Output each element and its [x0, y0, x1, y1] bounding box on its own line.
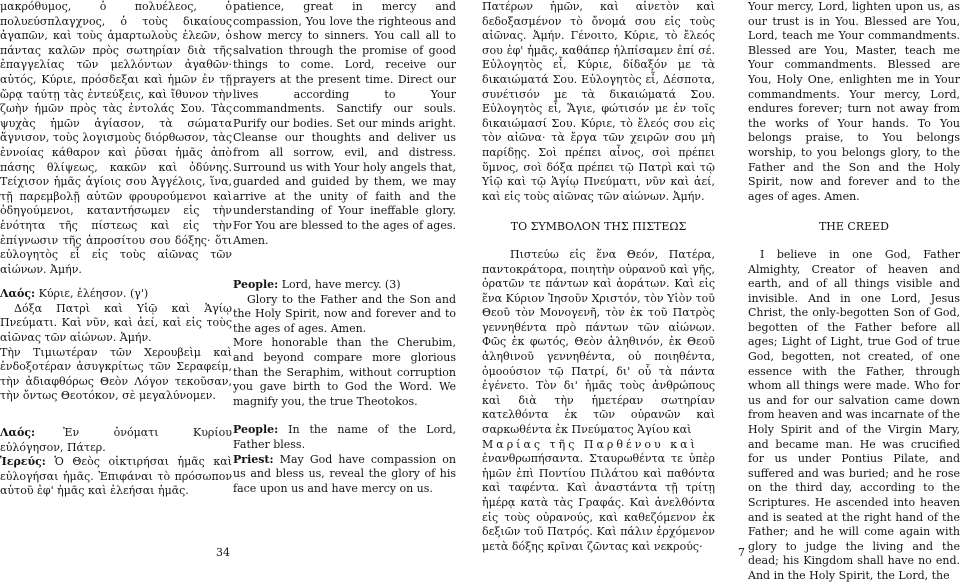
greek-column-left [0, 0, 232, 499]
greek-prayer-paragraph: μακρόθυμος, ὁ πολυέλεος, ὁ πολυεύσπλαγχνος, ὁ τοὺς δικαίους ἀγαπῶν, καὶ τοὺς ἁμαρτωλοὺς ἐλεῶν, ὁ πάντας καλῶν πρὸς σωτηρίαν διὰ τῆς ἐπαγγελίας τῶν μελλόντων ἀγαθῶν· αὐτός, Κύριε, πρόσδεξαι καὶ ἡμῶν ἐν τῇ ὥρᾳ ταύτῃ τὰς ἐντεύξεις, καὶ ἴθυνον τὴν ζωὴν ἡμῶν πρὸς τὰς ἐντολάς Σου. Τὰς ψυχὰς ἡμῶν ἁγίασον, τὰ σώματα ἅγνισον, τοὺς λογισμοὺς διόρθωσον, τὰς ἐννοίας κάθαρον καὶ ῥῦσαι ἡμᾶς ἀπὸ πάσης θλίψεως, κακῶν καὶ ὀδύνης. Τείχισον ἡμᾶς ἁγίοις σου Ἀγγέλοις, ἵνα, τῇ παρεμβολῇ αὐτῶν φρουρούμενοι καὶ ὁδηγούμενοι, καταντήσωμεν εἰς τὴν ἑνότητα τῆς πίστεως καὶ εἰς τὴν ἐπίγνωσιν τῆς ἀπροσίτου σου δόξης· ὅτι εὐλογητὸς εἶ εἰς τοὺς αἰῶνας τῶν αἰώνων. Ἀμήν. [0, 0, 232, 276]
priest-response-greek: Ἱερεύς: Ὁ Θεὸς οἰκτιρήσαι ἡμᾶς καὶ εὐλογήσαι ἡμᾶς. Ἐπιφάναι τὸ πρόσωπον αὐτοῦ ἐφ' ἡμᾶς καὶ ἐλεήσαι ἡμᾶς. [0, 455, 232, 498]
creed-english: I believe in one God, Father Almighty, Creator of heaven and earth, and of all things visible and invisible. And in one Lord, Jesus Christ, the only-begotten Son of God, begotten of the Father before all ages; Light of Light, true God of true God, begotten, not created, of one essence with the Father, through whom all things were made. Who for us and for our salvation came down from heaven and was incarnate of the Holy Spirit and of the Virgin Mary, and became man. He was crucified for us under Pontius Pilate, and suffered and was buried; and he rose on the third day, according to the Scriptures. He ascended into heaven and is seated at the right hand of the Father; and he will come again with glory to judge the living and the dead; his Kingdom shall have no end. And in the Holy Spirit, the Lord, the [748, 247, 960, 582]
people-response-english: People: Lord, have mercy. (3) [233, 278, 401, 292]
greek-column-right [482, 0, 715, 554]
priest-response-english: Priest: May God have compassion on us and bless us, reveal the glory of his face upon us and have mercy on us. [233, 452, 456, 495]
theotokion-greek: Τὴν Τιμιωτέραν τῶν Χερουβεὶμ καὶ ἐνδοξοτέραν ἀσυγκρίτως τῶν Σεραφείμ, τὴν ἀδιαφθόρως Θεὸν Λόγον τεκοῦσαν, τὴν ὄντως Θεοτόκον, σὲ μεγαλύνομεν. [0, 345, 232, 403]
creed-greek-part1: Πιστεύω εἰς ἕνα Θεόν, Πατέρα, παντοκράτορα, ποιητὴν οὐρανοῦ καὶ γῆς, ὁρατῶν τε πάντων καὶ ἀοράτων. Καὶ εἰς ἕνα Κύριον Ἰησοῦν Χριστόν, τὸν Υἱὸν τοῦ Θεοῦ τὸν Μονογενῆ, τὸν ἐκ τοῦ Πατρὸς γεννηθέντα πρὸ πάντων τῶν αἰώνων. Φῶς ἐκ φωτός, Θεὸν ἀληθινόν, ἐκ Θεοῦ ἀληθινοῦ γεννηθέντα, οὐ ποιηθέντα, ὁμοούσιον τῷ Πατρί, δι' οὗ τὰ πάντα ἐγένετο. Τὸν δι' ἡμᾶς τοὺς ἀνθρώπους καὶ διὰ τὴν ἡμετέραν σωτηρίαν κατελθόντα ἐκ τῶν οὐρανῶν καὶ σαρκωθέντα ἐκ Πνεύματος Ἁγίου καὶ [482, 247, 715, 437]
creed-heading-english: THE CREED [818, 220, 890, 234]
doxology-greek: Δόξα Πατρὶ καὶ Υἱῷ καὶ Ἁγίῳ Πνεύματι. Καὶ νῦν, καὶ ἀεί, καὶ εἰς τοὺς αἰῶνας τῶν αἰώνων. Ἀμήν. [0, 301, 232, 345]
people-response-greek-2: Λαός: Ἐν ὀνόματι Κυρίου εὐλόγησον, Πάτερ. [0, 426, 232, 454]
page-number-right: 7 [738, 546, 745, 559]
page-number-left: 34 [216, 546, 230, 559]
people-response-greek: Λαός: Κύριε, ἐλέησον. (γ') [0, 287, 149, 301]
english-prayer-paragraph: patience, great in mercy and compassion, You love the righteous and show mercy to sinners. You call all to salvation through the promise of good things to come. Lord, receive our prayers at the present time. Direct our lives according to Your commandments. Sanctify our souls. Purify our bodies. Set our minds aright. Cleanse our thoughts and deliver us from all sorrow, evil, and distress. Surround us with Your holy angels that, guarded and guided by them, we may arrive at the unity of faith and the understanding of Your ineffable glory. For You are blessed to the ages of ages. Amen. [233, 0, 456, 247]
greek-doxology-paragraph: Πατέρων ἡμῶν, καὶ αἰνετὸν καὶ δεδοξασμένον τὸ ὄνομά σου εἰς τοὺς αἰῶνας. Ἀμήν. Γένοιτο, Κύριε, τὸ ἔλεός σου ἐφ' ἡμᾶς, καθάπερ ἠλπίσαμεν ἐπί σέ. Εὐλογητὸς εἶ, Κύριε, δίδαξόν με τὰ δικαιώματά Σου. Εὐλογητὸς εἶ, Δέσποτα, συνέτισόν με τὰ δικαιώματά Σου. Εὐλογητὸς εἶ, Ἅγιε, φώτισόν με ἐν τοῖς δικαιώμασί Σου. Κύριε, τὸ ἔλεός σου εἰς τὸν αἰῶνα· τὰ ἔργα τῶν χειρῶν σου μὴ παρίδῃς. Σοὶ πρέπει αἶνος, σοὶ πρέπει ὕμνος, σοὶ δόξα πρέπει τῷ Πατρὶ καὶ τῷ Υἱῷ καὶ τῷ Ἁγίῳ Πνεύματι, νῦν καὶ ἀεί, καὶ εἰς τοὺς αἰῶνας τῶν αἰώνων. Ἀμήν. [482, 0, 715, 203]
creed-heading-greek: ΤΟ ΣΥΜΒΟΛΟΝ ΤΗΣ ΠΙΣΤΕΩΣ [510, 220, 687, 234]
rubric-label: Λαός: [0, 287, 36, 301]
doxology-english: Glory to the Father and the Son and the Holy Spirit, now and forever and to the ages of ages. Amen. [233, 292, 456, 335]
english-doxology-paragraph: Your mercy, Lord, lighten upon us, as our trust is in You. Blessed are You, Lord, teach me Your commandments. Blessed are You, Master, teach me Your commandments. Blessed are You, Holy One, enlighten me in Your commandments. Your mercy, Lord, endures forever; turn not away from the works of Your hands. To You belongs praise, to You belongs worship, to you belongs glory, to the Father and the Son and the Holy Spirit, now and forever and to the ages of ages. Amen. [748, 0, 960, 203]
theotokion-english: More honorable than the Cherubim, and beyond compare more glorious than the Seraphim, without corruption you gave birth to God the Word. We magnify you, the true Theotokos. [233, 336, 456, 408]
english-column-right [748, 0, 960, 584]
creed-greek-part3: ἐνανθρωπήσαντα. Σταυρωθέντα τε ὑπὲρ ἡμῶν ἐπὶ Ποντίου Πιλάτου καὶ παθόντα καὶ ταφέντα. Καὶ ἀναστάντα τῇ τρίτῃ ἡμέρᾳ κατὰ τὰς Γραφάς. Καὶ ἀνελθόντα εἰς τοὺς οὐρανούς, καὶ καθεζόμενον ἐκ δεξιῶν τοῦ Πατρός. Καὶ πάλιν ἐρχόμενον μετὰ δόξης κρῖναι ζῶντας καὶ νεκρούς· [482, 452, 715, 553]
english-column-left [233, 0, 456, 496]
creed-greek-part2: Μαρίας τῆς Παρθένου καὶ [482, 437, 698, 451]
people-response-english-2: People: In the name of the Lord, Father bless. [233, 423, 456, 452]
